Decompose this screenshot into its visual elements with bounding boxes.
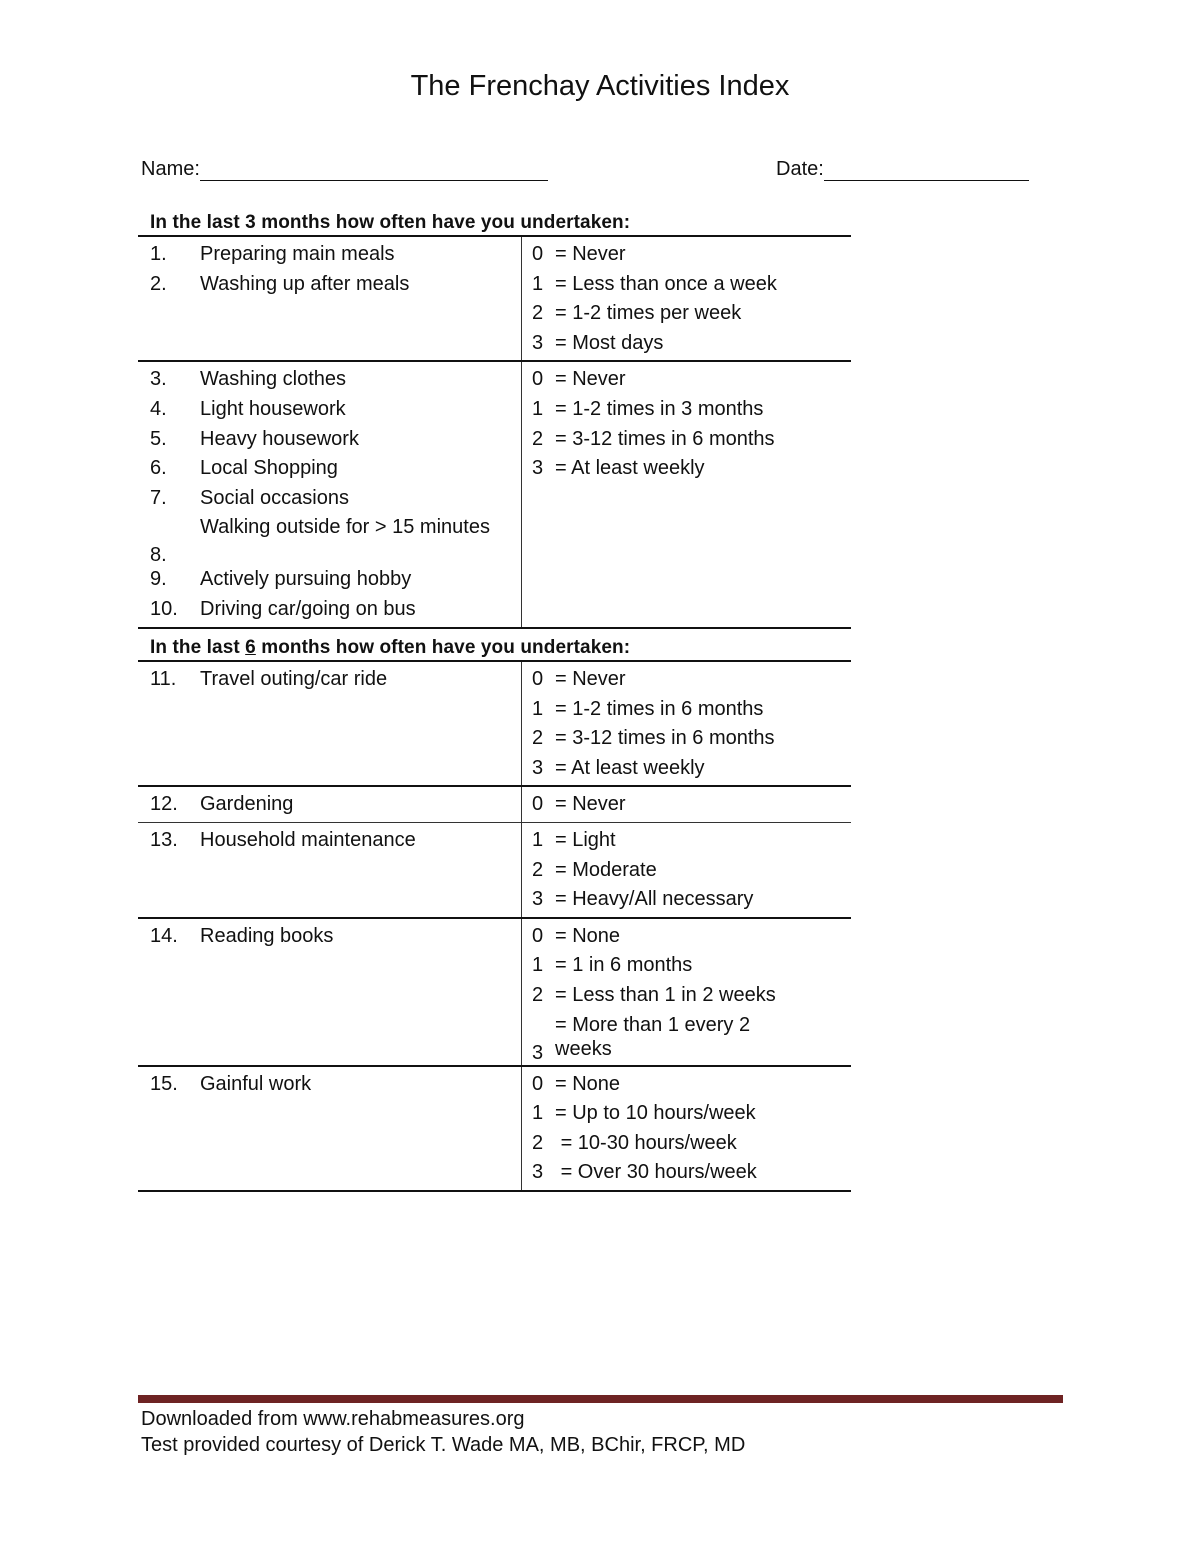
score-option [522, 272, 851, 302]
activity-label: Reading books [200, 924, 334, 947]
score-description: = None [555, 1072, 621, 1095]
score-column [522, 662, 851, 785]
activity-label: Walking outside for > 15 minutes [200, 516, 490, 539]
activity-item [138, 1072, 521, 1102]
score-description: = Less than 1 in 2 weeks [555, 983, 776, 1006]
activity-number: 6. [150, 457, 167, 480]
score-value: 1 [532, 397, 544, 420]
score-description: = Never [555, 668, 626, 690]
activity-item [138, 242, 521, 272]
date-field[interactable] [776, 158, 1029, 181]
score-option [522, 1101, 851, 1131]
score-description: = Never [555, 243, 626, 265]
score-value: 0 [532, 368, 544, 391]
score-description: = Less than once a week [555, 272, 777, 295]
activity-item [138, 272, 521, 302]
section1-table [138, 235, 851, 629]
score-option [522, 726, 851, 756]
score-value: 0 [532, 668, 544, 690]
date-blank-line[interactable] [824, 160, 1029, 181]
score-value: 3 [532, 756, 544, 779]
score-description: = None [555, 924, 621, 947]
activity-label: Washing up after meals [200, 272, 410, 295]
score-value: 0 [532, 243, 544, 265]
activity-number: 10. [150, 597, 178, 620]
activity-number: 1. [150, 243, 167, 265]
score-option [522, 792, 851, 822]
activity-item [138, 367, 521, 397]
name-label: Name: [141, 158, 200, 180]
score-description: = At least weekly [555, 457, 705, 480]
score-value: 3 [532, 1041, 544, 1064]
score-column [522, 787, 851, 822]
score-value: 0 [532, 924, 544, 947]
score-description: = Heavy/All necessary [555, 888, 754, 911]
activity-number: 5. [150, 427, 167, 450]
date-label: Date: [776, 158, 824, 180]
score-option [522, 242, 851, 272]
score-description: = Moderate [555, 858, 657, 881]
item-group [138, 237, 851, 362]
activity-number: 14. [150, 924, 178, 947]
footer-credit: Test provided courtesy of Derick T. Wade MA, MB, BChir, FRCP, MD [141, 1434, 746, 1456]
score-value: 1 [532, 697, 544, 720]
score-description: = Up to 10 hours/week [555, 1102, 756, 1125]
activity-column [138, 823, 522, 917]
score-value: 1 [532, 828, 544, 851]
footer-divider [138, 1395, 1063, 1403]
score-description: = At least weekly [555, 756, 705, 779]
score-option [522, 858, 851, 888]
section1-heading-period: 3 [245, 212, 256, 233]
activity-label: Actively pursuing hobby [200, 568, 412, 591]
item-group [138, 362, 851, 628]
activity-item [138, 792, 521, 822]
activity-column [138, 662, 522, 785]
score-value: 2 [532, 983, 544, 1006]
score-description: = Never [555, 368, 626, 391]
activity-label: Social occasions [200, 486, 349, 509]
score-option [522, 983, 851, 1013]
score-value: 1 [532, 1102, 544, 1125]
score-description: = 3-12 times in 6 months [555, 427, 775, 450]
score-value: 2 [532, 1131, 544, 1154]
activity-item [138, 597, 521, 627]
score-option [522, 887, 851, 917]
score-option [522, 1072, 851, 1102]
score-option [522, 697, 851, 727]
score-option [522, 828, 851, 858]
section2-heading-period: 6 [245, 637, 256, 658]
score-column [522, 823, 851, 917]
score-description: = 1-2 times per week [555, 302, 742, 325]
score-option [522, 953, 851, 983]
section1-heading [150, 212, 630, 234]
activity-item [138, 515, 521, 567]
score-value: 0 [532, 1072, 544, 1095]
activity-label: Travel outing/car ride [200, 668, 388, 690]
footer-source: Downloaded from www.rehabmeasures.org [141, 1408, 525, 1430]
section1-heading-pre: In the last [150, 212, 246, 233]
activity-column [138, 919, 522, 1065]
score-description: = 3-12 times in 6 months [555, 727, 775, 750]
activity-label: Household maintenance [200, 828, 416, 851]
activity-column [138, 362, 522, 626]
activity-column [138, 1067, 522, 1190]
activity-label: Preparing main meals [200, 243, 395, 265]
score-description: = 1 in 6 months [555, 954, 693, 977]
activity-number: 2. [150, 272, 167, 295]
score-option [522, 397, 851, 427]
activity-item [138, 427, 521, 457]
activity-item [138, 397, 521, 427]
score-option [522, 456, 851, 486]
score-description: = 1-2 times in 3 months [555, 397, 764, 420]
score-option [522, 367, 851, 397]
section2-table [138, 660, 851, 1192]
score-description: = Never [555, 793, 626, 816]
activity-label: Heavy housework [200, 427, 359, 450]
activity-number: 12. [150, 793, 178, 816]
activity-number: 9. [150, 568, 167, 591]
activity-item [138, 567, 521, 597]
activity-column [138, 787, 522, 822]
page-title: The Frenchay Activities Index [410, 70, 790, 102]
score-option [522, 1160, 851, 1190]
section2-heading-post: months how often have you undertaken: [255, 637, 631, 658]
item-group [138, 919, 851, 1067]
score-option [522, 1013, 851, 1065]
activity-label: Driving car/going on bus [200, 597, 416, 620]
activity-column [138, 237, 522, 360]
activity-item [138, 667, 521, 697]
activity-number: 8. [150, 544, 167, 567]
score-value: 3 [532, 331, 544, 354]
activity-item [138, 456, 521, 486]
score-description: = Over 30 hours/week [555, 1161, 757, 1184]
activity-number: 3. [150, 368, 167, 391]
score-value: 3 [532, 888, 544, 911]
score-description: = More than 1 every 2 weeks [555, 1013, 756, 1060]
score-description: = 1-2 times in 6 months [555, 697, 764, 720]
activity-label: Washing clothes [200, 368, 346, 391]
score-option [522, 331, 851, 361]
activity-item [138, 486, 521, 516]
section2-heading [150, 637, 630, 659]
activity-item [138, 828, 521, 858]
item-group [138, 1067, 851, 1192]
activity-number: 11. [150, 668, 177, 690]
score-option [522, 427, 851, 457]
name-field[interactable] [141, 158, 548, 181]
score-option [522, 301, 851, 331]
score-value: 2 [532, 858, 544, 881]
section2-heading-pre: In the last [150, 637, 246, 658]
score-column [522, 919, 851, 1065]
activity-label: Light housework [200, 397, 346, 420]
score-value: 3 [532, 1161, 544, 1184]
activity-item [138, 924, 521, 954]
activity-number: 13. [150, 828, 178, 851]
score-column [522, 237, 851, 360]
score-value: 1 [532, 954, 544, 977]
activity-label: Gardening [200, 793, 294, 816]
score-description: = Light [555, 828, 616, 851]
score-option [522, 667, 851, 697]
item-group [138, 787, 851, 823]
activity-label: Local Shopping [200, 457, 338, 480]
score-option [522, 924, 851, 954]
score-option [522, 756, 851, 786]
score-description: = Most days [555, 331, 664, 354]
score-column [522, 362, 851, 626]
activity-number: 15. [150, 1072, 178, 1095]
item-group [138, 823, 851, 919]
score-value: 2 [532, 302, 544, 325]
activity-label: Gainful work [200, 1072, 312, 1095]
score-value: 2 [532, 427, 544, 450]
score-value: 3 [532, 457, 544, 480]
activity-number: 7. [150, 486, 167, 509]
section1-heading-post: months how often have you undertaken: [255, 212, 631, 233]
score-value: 0 [532, 793, 544, 816]
score-description: = 10-30 hours/week [555, 1131, 737, 1154]
score-value: 2 [532, 727, 544, 750]
name-blank-line[interactable] [200, 160, 548, 181]
score-value: 1 [532, 272, 544, 295]
score-column [522, 1067, 851, 1190]
item-group [138, 662, 851, 787]
activity-number: 4. [150, 397, 167, 420]
score-option [522, 1131, 851, 1161]
